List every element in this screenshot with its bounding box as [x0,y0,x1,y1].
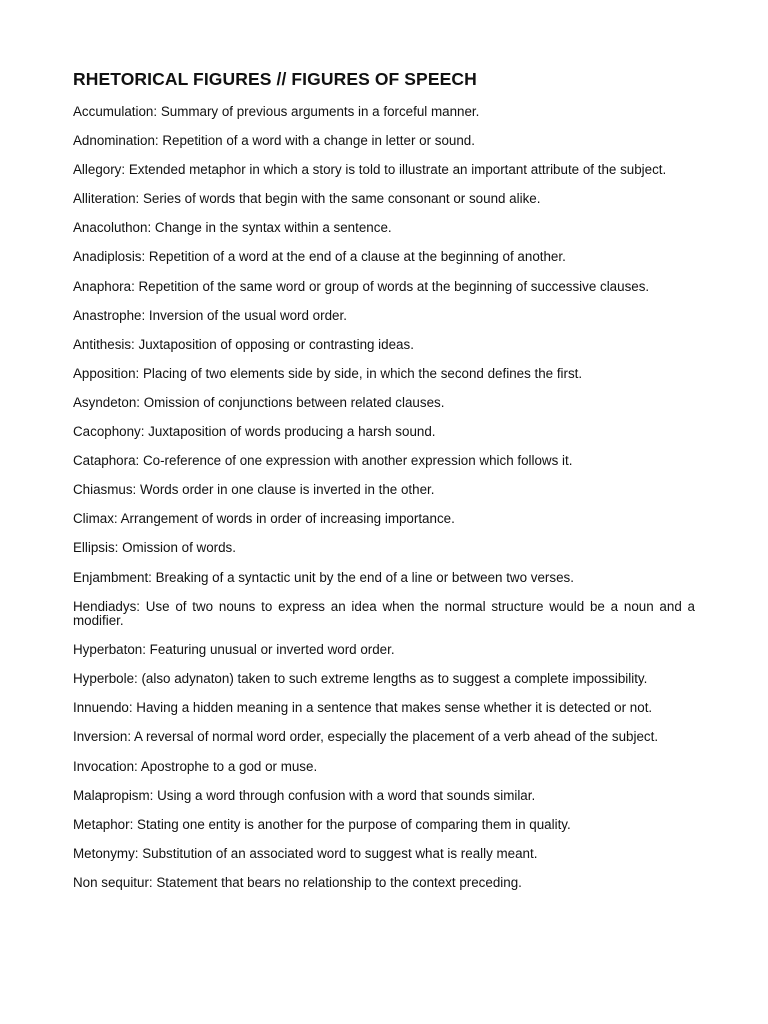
list-item: Cacophony: Juxtaposition of words producing a harsh sound. [73,424,436,440]
list-item: Non sequitur: Statement that bears no relationship to the context preceding. [73,874,522,890]
list-item: Adnomination: Repetition of a word with a change in letter or sound. [73,133,475,149]
page-title: RHETORICAL FIGURES // FIGURES OF SPEECH [73,69,477,89]
list-item: Climax: Arrangement of words in order of increasing importance. [73,511,455,527]
list-item: Hyperbaton: Featuring unusual or inverted word order. [73,642,395,658]
list-item: Anaphora: Repetition of the same word or group of words at the beginning of successive clauses. [73,278,650,294]
list-item: Invocation: Apostrophe to a god or muse. [73,758,318,774]
list-item: Asyndeton: Omission of conjunctions between related clauses. [73,394,445,410]
list-item: Inversion: A reversal of normal word order, especially the placement of a verb ahead of the subject. [73,729,659,745]
list-item: Metaphor: Stating one entity is another for the purpose of comparing them in quality. [73,816,571,832]
list-item: Ellipsis: Omission of words. [73,540,236,556]
list-item: Accumulation: Summary of previous arguments in a forceful manner. [73,104,480,119]
list-item: Alliteration: Series of words that begin with the same consonant or sound alike. [73,191,541,207]
list-item: Hendiadys: Use of two nouns to express an idea when the normal structure would be a noun and a modifier. [73,598,695,629]
list-item: Malapropism: Using a word through confusion with a word that sounds similar. [73,787,536,803]
list-item: Enjambment: Breaking of a syntactic unit by the end of a line or between two verses. [73,569,574,585]
document-page [73,68,695,905]
list-item: Apposition: Placing of two elements side by side, in which the second defines the first. [73,365,583,381]
list-item: Allegory: Extended metaphor in which a story is told to illustrate an important attribute of the subject. [73,162,667,178]
figures-list [73,105,695,890]
list-item: Anacoluthon: Change in the syntax within a sentence. [73,220,392,236]
list-item: Anastrophe: Inversion of the usual word order. [73,307,347,323]
list-item: Cataphora: Co-reference of one expression with another expression which follows it. [73,453,573,469]
list-item: Hyperbole: (also adynaton) taken to such extreme lengths as to suggest a complete impossibility. [73,671,648,687]
list-item: Innuendo: Having a hidden meaning in a sentence that makes sense whether it is detected or not. [73,700,653,716]
list-item: Metonymy: Substitution of an associated word to suggest what is really meant. [73,845,538,861]
list-item: Anadiplosis: Repetition of a word at the end of a clause at the beginning of another. [73,249,566,265]
list-item: Antithesis: Juxtaposition of opposing or contrasting ideas. [73,336,414,352]
list-item: Chiasmus: Words order in one clause is inverted in the other. [73,482,435,498]
